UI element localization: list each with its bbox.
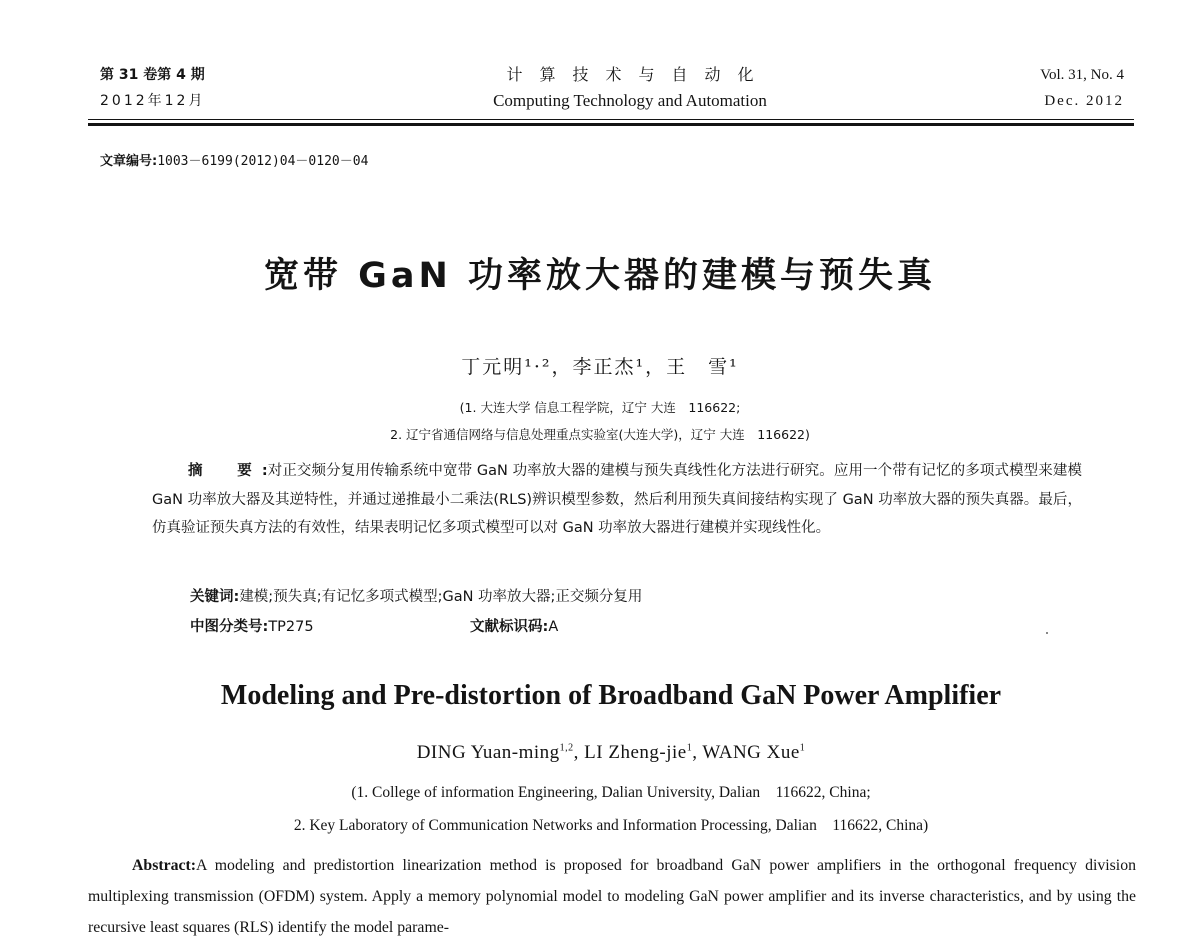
keywords-cn: [190, 584, 642, 610]
affiliation-en-2: 2. Key Laboratory of Communication Networks and Information Processing, Dalian 116622, China): [293, 817, 929, 834]
clc-value: TP275: [268, 619, 314, 635]
abstract-cn-text: 对正交频分复用传输系统中宽带 GaN 功率放大器的建模与预失真线性化方法进行研究。应用一个带有记忆的多项式模型来建模 GaN 功率放大器及其逆特性，并通过递推最小二乘法(RLS)辨识模型参数，然后利用预失真间接结构实现了 GaN 功率放大器的预失真器。最后，仿真验证预失真方法的有效性，结果表明记忆多项式模型可以对 GaN 功率放大器进行建模并实现线性化。: [152, 463, 1082, 536]
author-2: LI Zheng-jie: [584, 742, 687, 763]
article-number-value: 1003－6199(2012)04－0120－04: [157, 154, 369, 169]
document-code: [470, 614, 558, 640]
keywords-label: 关键词:: [190, 589, 240, 605]
header-left: [100, 62, 205, 114]
affiliations-cn: [0, 394, 1200, 448]
keywords-text: 建模;预失真;有记忆多项式模型;GaN 功率放大器;正交频分复用: [239, 589, 643, 605]
affiliations-en: [0, 776, 1200, 842]
title-cn: 宽带 GaN 功率放大器的建模与预失真: [263, 256, 936, 296]
journal-name-en: Computing Technology and Automation: [493, 91, 767, 110]
author-3-sup: 1: [799, 742, 806, 754]
abstract-en: [88, 850, 1136, 943]
running-header: [0, 0, 1200, 130]
affiliation-cn-2: 2. 辽宁省通信网络与信息处理重点实验室(大连大学)，辽宁 大连 116622): [390, 427, 810, 442]
abstract-en-label: Abstract:: [132, 857, 197, 874]
date-en: Dec. 2012: [1044, 93, 1124, 109]
clc-label: 中图分类号:: [190, 619, 269, 635]
authors-cn: 丁元明¹·²，李正杰¹，王 雪¹: [461, 356, 739, 378]
article-number: [100, 150, 368, 169]
title-en: Modeling and Pre-distortion of Broadband GaN Power Amplifier: [220, 680, 1002, 711]
journal-name-cn: 计算技术与自动化: [506, 65, 771, 84]
header-rule-thin: [88, 119, 1134, 120]
date-cn: 2012年12月: [100, 93, 206, 109]
abstract-en-text: A modeling and predistortion linearization method is proposed for broadband GaN power amplifiers in the orthogonal frequency division multiplexing transmission (OFDM) system. Apply a memory polynomial model to modeling GaN power amplifier and its inverse characteristics, and by using the recursive least squares (RLS) identify the model parame-: [88, 857, 1136, 936]
header-rule-thick: [88, 123, 1134, 126]
author-2-sup: 1: [686, 742, 693, 754]
article-number-label: 文章编号:: [100, 154, 158, 169]
scan-speck: [1046, 632, 1048, 634]
doc-code-value: A: [548, 619, 559, 635]
abstract-cn-colon: :: [261, 463, 268, 479]
abstract-cn-label: 摘 要: [188, 463, 262, 479]
header-center: [400, 62, 860, 114]
author-1-sup: 1,2: [559, 742, 574, 754]
authors-en: DING Yuan-ming$^{1,2}$, LI Zheng-jie$^1$, WANG Xue$^1$: [416, 742, 806, 763]
volume-en: Vol. 31, No. 4: [1040, 67, 1124, 83]
affiliation-en-1: (1. College of information Engineering, Dalian University, Dalian 116622, China;: [351, 784, 871, 801]
affiliation-cn-1: (1. 大连大学 信息工程学院，辽宁 大连 116622;: [459, 400, 741, 415]
doc-code-label: 文献标识码:: [470, 619, 549, 635]
author-1: DING Yuan-ming: [416, 742, 560, 763]
header-right: [1040, 62, 1124, 114]
clc-number: [190, 614, 314, 640]
author-3: WANG Xue: [702, 742, 800, 763]
abstract-cn: [152, 457, 1082, 543]
volume-cn: 第 31 卷第 4 期: [100, 67, 205, 83]
